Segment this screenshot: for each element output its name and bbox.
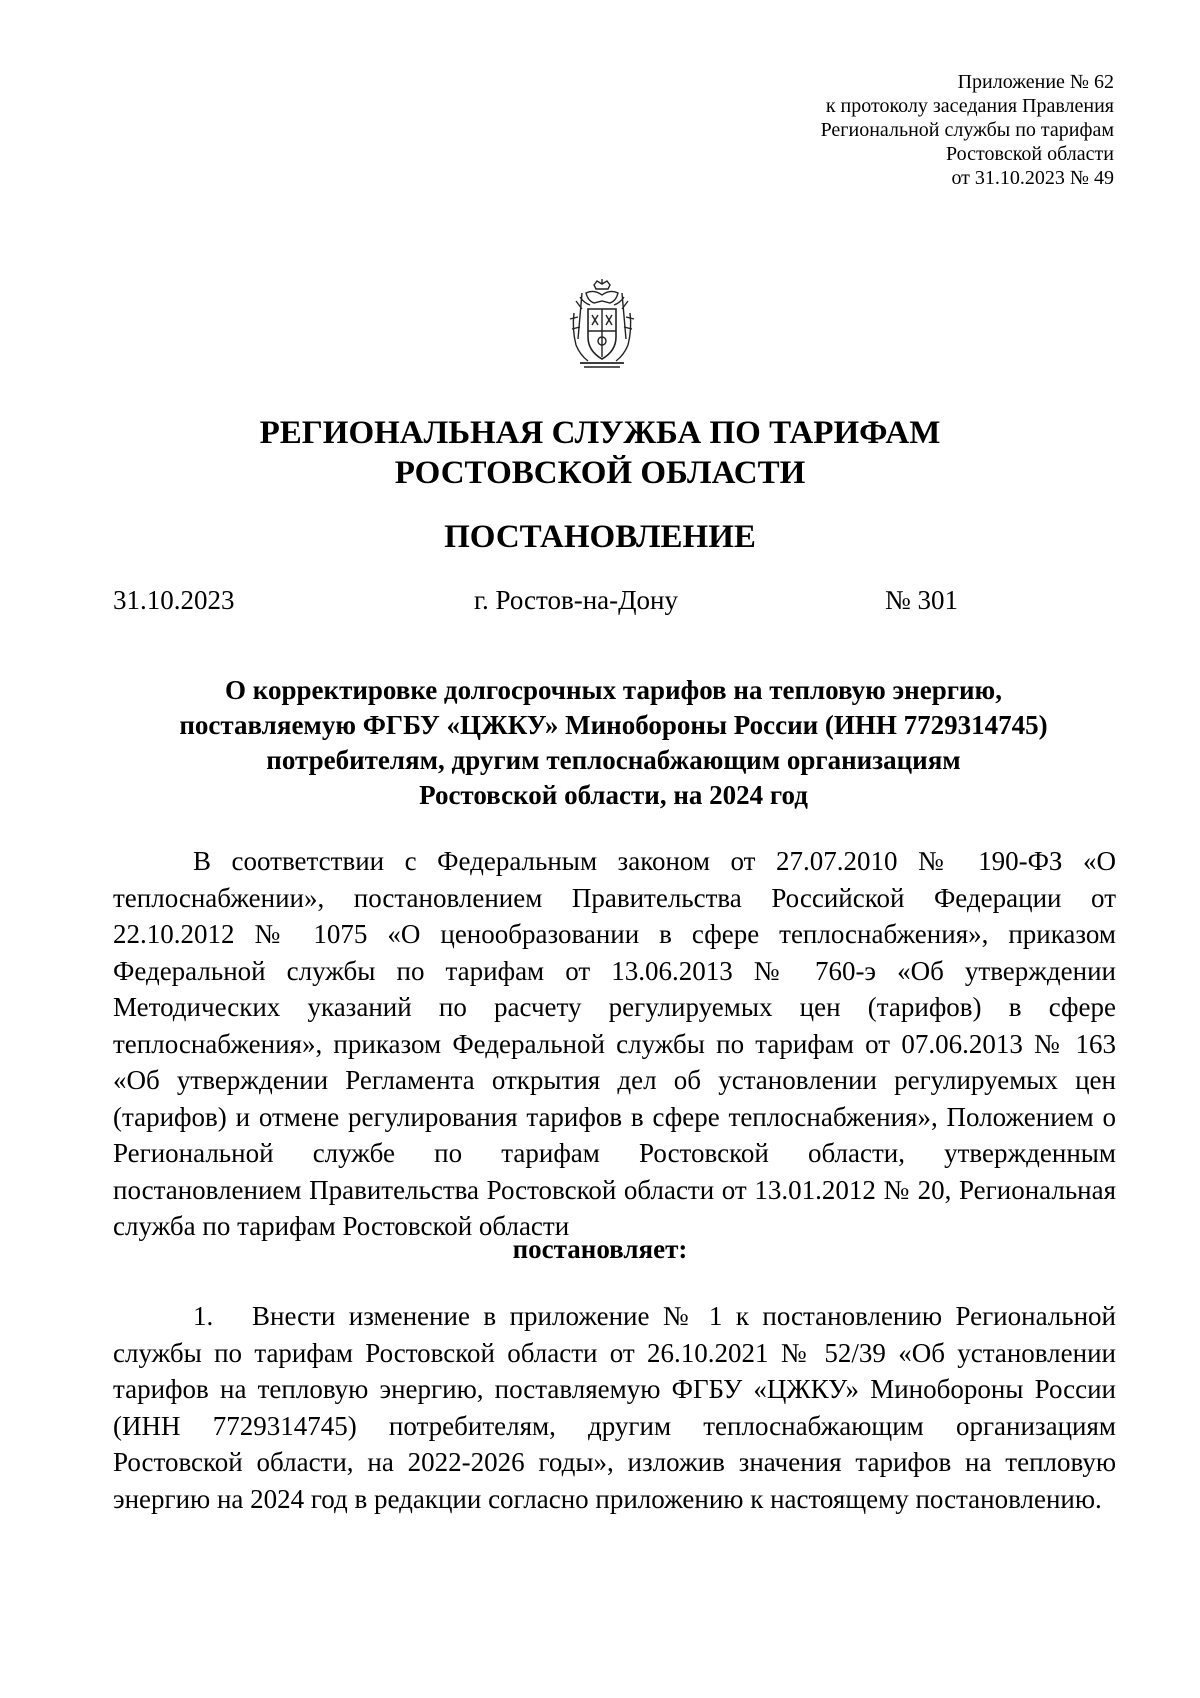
subject-line: поставляемую ФГБУ «ЦЖКУ» Минобороны России (ИНН 7729314745)	[179, 710, 1048, 740]
organization-title-line: РЕГИОНАЛЬНАЯ СЛУЖБА ПО ТАРИФАМ	[259, 415, 941, 451]
appendix-line: Региональной службы по тарифам	[820, 119, 1114, 141]
document-city: г. Ростов-на-Дону	[474, 585, 679, 615]
document-number: № 301	[885, 585, 959, 615]
appendix-note	[821, 70, 1114, 190]
document-type: ПОСТАНОВЛЕНИЕ	[444, 519, 756, 555]
resolves-heading: постановляет:	[512, 1234, 688, 1264]
appendix-line: от 31.10.2023 № 49	[951, 167, 1114, 189]
appendix-line: Приложение № 62	[957, 71, 1114, 93]
appendix-line: Ростовской области	[946, 143, 1114, 165]
item-text: Внести изменение в приложение № 1 к постановлению Региональной службы по тарифам Ростовской области от 26.10.2021 № 52/39 «Об установлении тарифов на тепловую энергию, поставляемую ФГБУ «ЦЖКУ» Минобороны России (ИНН 7729314745) потребителям, другим теплоснабжающим организациям Ростовской области, на 2022-2026 годы», изложив значения тарифов на тепловую энергию на 2024 год в редакции согласно приложению к настоящему постановлению.	[113, 1301, 1116, 1514]
subject-line: потребителям, другим теплоснабжающим организациям	[266, 745, 961, 775]
document-date: 31.10.2023	[113, 585, 235, 615]
organization-title-line: РОСТОВСКОЙ ОБЛАСТИ	[394, 455, 806, 491]
subject-line: Ростовской области, на 2024 год	[419, 780, 808, 810]
resolution-item	[113, 1298, 1116, 1517]
item-number: 1.	[193, 1301, 214, 1331]
preamble-paragraph: В соответствии с Федеральным законом от 27.07.2010 № 190-ФЗ «О теплоснабжении», постановлением Правительства Российской Федерации от 22.10.2012 № 1075 «О ценообразовании в сфере теплоснабжения», приказом Федеральной службы по тарифам от 13.06.2013 № 760-э «Об утверждении Методических указаний по расчету регулируемых цен (тарифов) в сфере теплоснабжения», приказом Федеральной службы по тарифам от 07.06.2013 № 163 «Об утверждении Регламента открытия дел об установлении регулируемых цен (тарифов) и отмене регулирования тарифов в сфере теплоснабжения», Положением о Региональной службе по тарифам Ростовской области, утвержденным постановлением Правительства Ростовской области от 13.01.2012 № 20, Региональная служба по тарифам Ростовской области	[113, 846, 1116, 1241]
document-subject	[113, 673, 1114, 813]
subject-line: О корректировке долгосрочных тарифов на тепловую энергию,	[225, 675, 1002, 705]
organization-title	[0, 413, 1200, 493]
appendix-line: к протоколу заседания Правления	[825, 95, 1114, 117]
coat-of-arms-icon	[566, 279, 638, 369]
